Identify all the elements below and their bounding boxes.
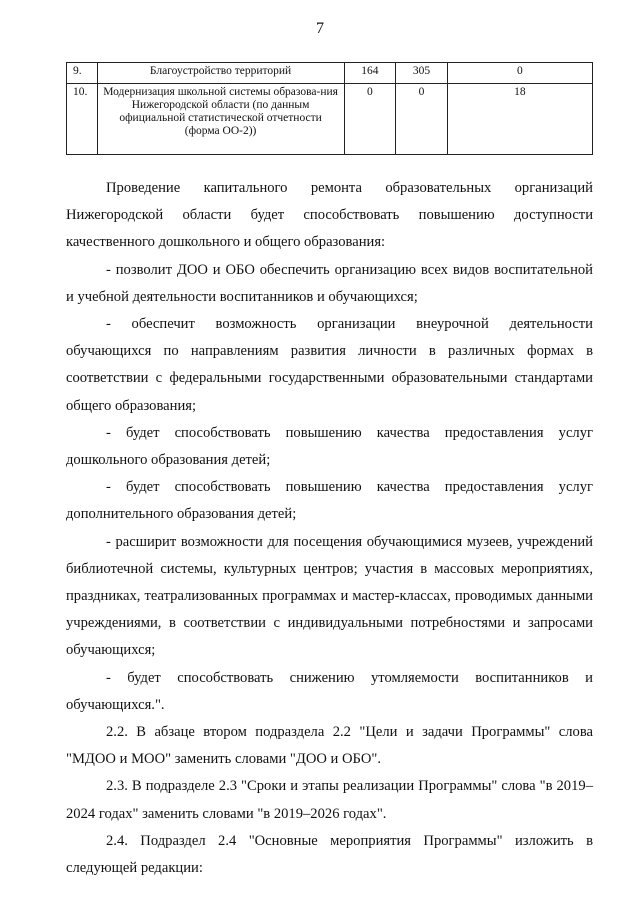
indicators-table: [66, 62, 593, 155]
row-value-3: 18: [447, 84, 592, 155]
row-name: Благоустройство территорий: [97, 63, 344, 84]
paragraph-bullet: - расширит возможности для посещения обучающимися музеев, учреждений библиотечной системы, культурных центров; участия в массовых мероприятиях, праздниках, театрализованных программах и мастер-классах, проводимых данными учреждениями, в соответствии с индивидуальными потребностями и запросами обучающихся;: [66, 533, 593, 659]
paragraph-bullet: - будет способствовать повышению качества предоставления услуг дошкольного образования детей;: [66, 424, 593, 469]
paragraph-bullet: - будет способствовать повышению качества предоставления услуг дополнительного образования детей;: [66, 479, 593, 523]
table-row: [67, 63, 593, 84]
paragraph-amendment: 2.2. В абзаце втором подраздела 2.2 "Цели и задачи Программы" слова "МДОО и МОО" заменить словами "ДОО и ОБО".: [66, 724, 593, 768]
paragraph-bullet: - будет способствовать снижению утомляемости воспитанников и обучающихся.".: [66, 669, 593, 713]
paragraph-bullet: - обеспечит возможность организации внеурочной деятельности обучающихся по направлениям развития личности в различных формах в соответствии с федеральными государственными образовательными стандартами общего образования;: [66, 316, 593, 414]
row-value-1: 0: [344, 84, 396, 155]
paragraph-amendment: 2.3. В подразделе 2.3 "Сроки и этапы реализации Программы" слова "в 2019–2024 годах" заменить словами "в 2019–2026 годах".: [66, 778, 593, 822]
table-row: [67, 84, 593, 155]
paragraph-amendment: 2.4. Подраздел 2.4 "Основные мероприятия Программы" изложить в следующей редакции:: [66, 832, 593, 877]
row-value-2: 0: [396, 84, 448, 155]
paragraph-intro: Проведение капитального ремонта образовательных организаций Нижегородской области будет способствовать повышению доступности качественного дошкольного и общего образования:: [66, 180, 593, 251]
row-number: 9.: [67, 63, 98, 84]
row-value-2: 305: [396, 63, 448, 84]
row-value-3: 0: [447, 63, 592, 84]
row-name: Модернизация школьной системы образова-ния Нижегородской области (по данным официальной статистической отчетности (форма ОО-2)): [97, 84, 344, 155]
document-body: [66, 175, 593, 882]
page-number: 7: [316, 20, 324, 37]
row-value-1: 164: [344, 63, 396, 84]
paragraph-bullet: - позволит ДОО и ОБО обеспечить организацию всех видов воспитательной и учебной деятельности воспитанников и обучающихся;: [66, 261, 593, 305]
row-number: 10.: [67, 84, 98, 155]
